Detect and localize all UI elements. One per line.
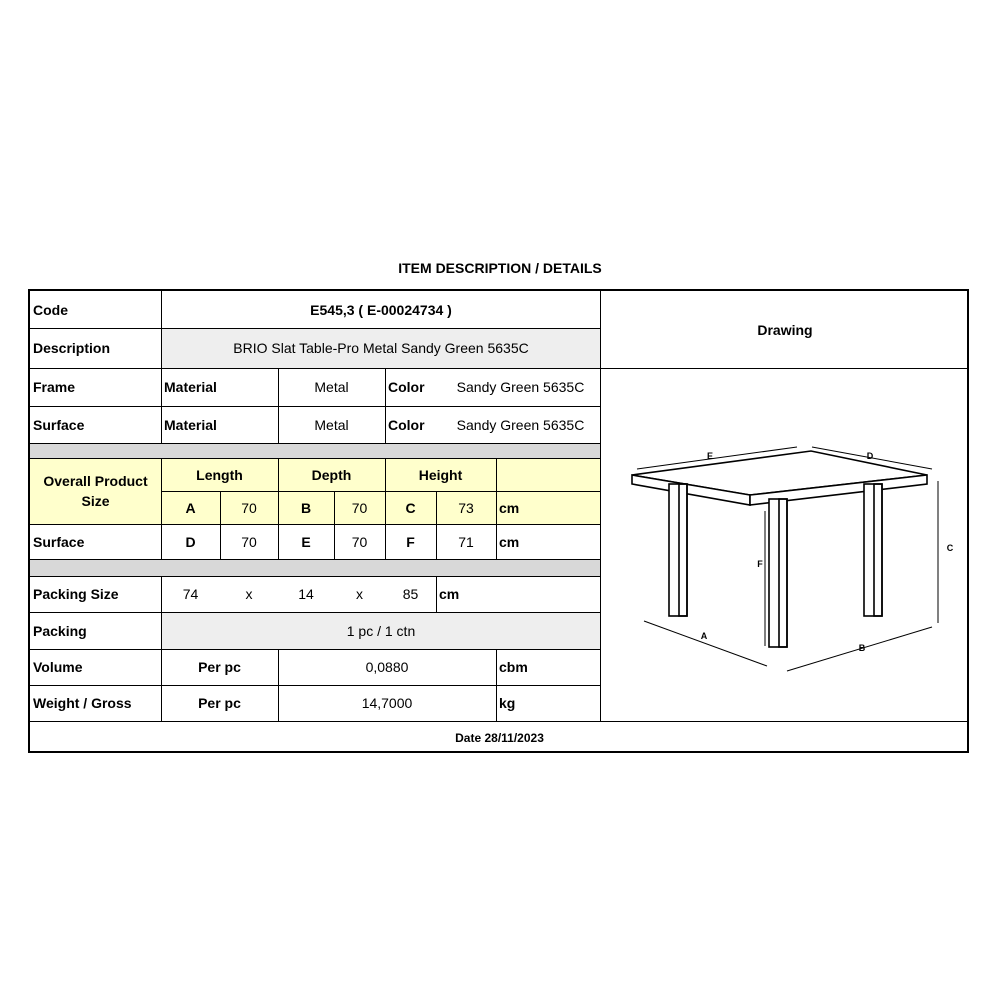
frame-label: Frame (33, 379, 76, 395)
drawing-label: Drawing (757, 321, 813, 338)
packing-x-2: x (356, 586, 363, 602)
surface-color-label: Color (388, 416, 425, 433)
document-title: ITEM DESCRIPTION / DETAILS (398, 260, 602, 276)
dim-c-letter: C (405, 499, 416, 516)
table-drawing (602, 371, 968, 721)
dim-f-letter: F (406, 533, 415, 550)
surface-material-label: Material (164, 416, 217, 433)
code-label: Code (33, 301, 68, 318)
depth-header: Depth (311, 466, 352, 483)
description-value: BRIO Slat Table-Pro Metal Sandy Green 5635C (233, 340, 529, 356)
overall-size-label: Overall Product Size (43, 473, 148, 509)
weight-value: 14,7000 (361, 695, 413, 711)
length-header: Length (196, 466, 243, 483)
dim-e-letter: E (301, 533, 311, 550)
weight-unit: kg (499, 695, 516, 711)
dim-b-letter: B (300, 499, 312, 516)
drawing-label-e: E (706, 451, 714, 461)
footer-date: Date 28/11/2023 (455, 730, 544, 745)
dim-d-value: 70 (241, 533, 257, 550)
code-value: E545,3 ( E-00024734 ) (310, 301, 452, 318)
dim-c-value: 73 (458, 499, 474, 516)
frame-material-label: Material (164, 379, 217, 395)
drawing-label-a: A (700, 631, 708, 641)
separator-band-1 (30, 443, 601, 458)
packing-x-1: x (245, 586, 253, 602)
dim-a-letter: A (185, 499, 196, 516)
surface-color-value: Sandy Green 5635C (456, 416, 585, 433)
table-leg-right (864, 484, 882, 616)
volume-label: Volume (33, 659, 83, 675)
frame-color-value: Sandy Green 5635C (456, 379, 585, 395)
drawing-label-d: D (866, 451, 874, 461)
volume-per: Per pc (198, 659, 241, 675)
dim-e-value: 70 (351, 533, 368, 550)
drawing-label-c: C (946, 543, 954, 553)
overall-unit: cm (499, 499, 520, 516)
packing-value: 1 pc / 1 ctn (346, 622, 416, 639)
surface-label: Surface (33, 416, 85, 433)
height-header: Height (418, 466, 463, 483)
dim-line-a (644, 621, 767, 666)
row-divider (30, 559, 601, 560)
frame-material-value: Metal (314, 379, 349, 395)
dim-a-value: 70 (241, 499, 257, 516)
volume-value: 0,0880 (365, 659, 409, 675)
separator-band-2 (30, 559, 601, 576)
surface-size-unit: cm (499, 533, 520, 550)
surface-size-label: Surface (33, 533, 85, 550)
dim-d-letter: D (185, 533, 196, 550)
dim-f-value: 71 (458, 533, 474, 550)
packing-size-label: Packing Size (33, 586, 119, 602)
drawing-label-f: F (757, 559, 763, 569)
frame-color-label: Color (388, 379, 425, 395)
packing-length: 74 (182, 586, 199, 602)
table-leg-left (669, 484, 687, 616)
dim-b-value: 70 (351, 499, 368, 516)
packing-width: 14 (298, 586, 314, 602)
description-label: Description (33, 340, 111, 356)
weight-per: Per pc (198, 695, 241, 711)
packing-height: 85 (402, 586, 419, 602)
packing-label: Packing (33, 622, 87, 639)
drawing-label-b: B (858, 643, 866, 653)
row-divider (30, 443, 601, 444)
spec-sheet (28, 289, 969, 753)
table-leg-front (769, 499, 787, 647)
weight-label: Weight / Gross (33, 695, 132, 711)
volume-unit: cbm (499, 659, 528, 675)
packing-size-unit: cm (439, 586, 460, 602)
surface-material-value: Metal (314, 416, 349, 433)
